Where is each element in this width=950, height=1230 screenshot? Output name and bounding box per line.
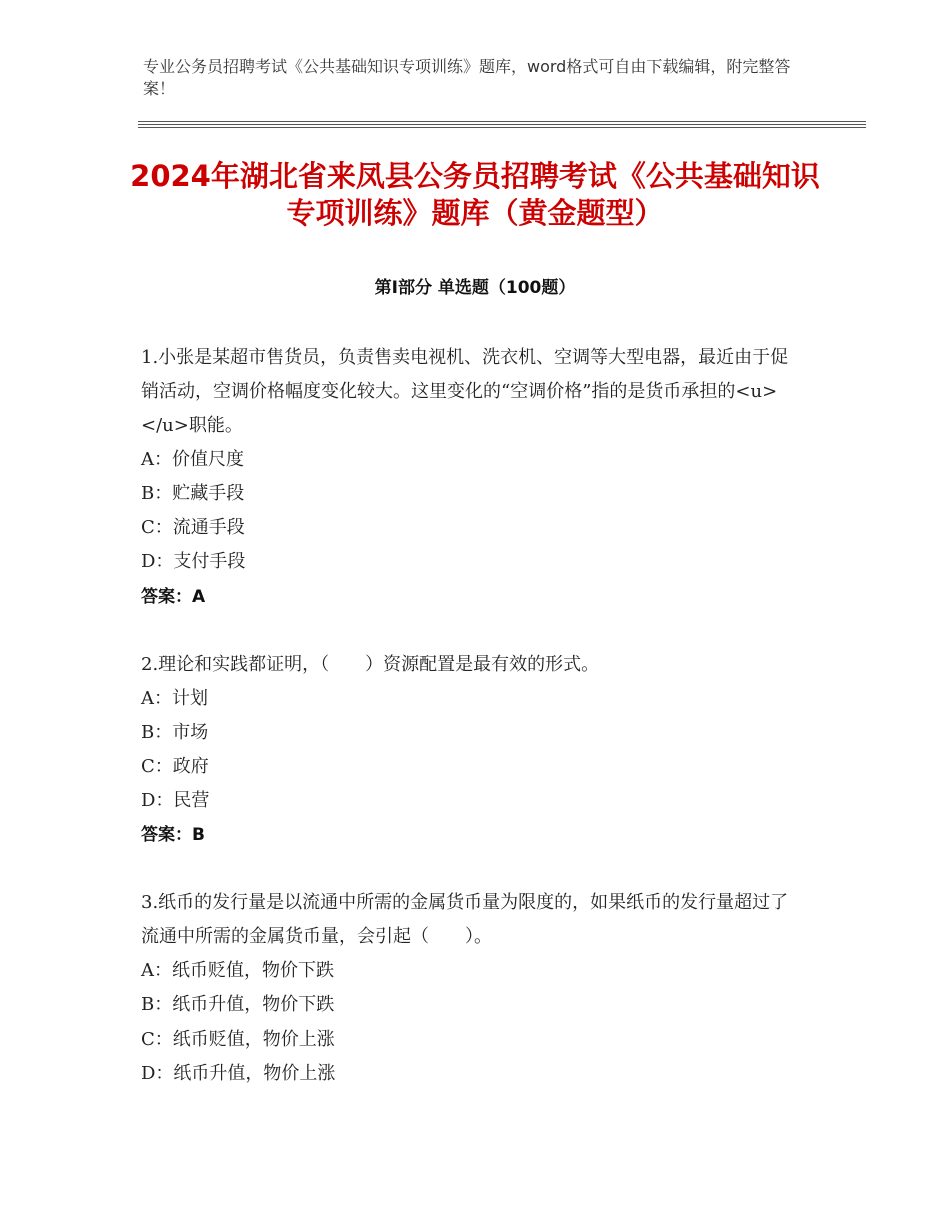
part-heading: 第I部分 单选题（100题） (374, 278, 576, 298)
header-note: 专业公务员招聘考试《公共基础知识专项训练》题库，word格式可自由下载编辑，附完整答案！ (143, 57, 791, 98)
question-3-option-b: B：纸币升值，物价下跌 (141, 994, 335, 1015)
question-3-stem: 3.纸币的发行量是以流通中所需的金属货币量为限度的，如果纸币的发行量超过了流通中所需的金属货币量，会引起（ ）。 (141, 892, 789, 947)
question-1-option-c: C：流通手段 (141, 517, 245, 538)
header-rule (138, 127, 866, 128)
header-rule (138, 124, 866, 125)
question-1-answer: 答案：A (141, 587, 206, 607)
question-1-option-a: A：价值尺度 (141, 449, 244, 470)
header-rule (138, 121, 866, 122)
question-2-option-a: A：计划 (141, 688, 208, 709)
question-2-option-d: D：民营 (141, 790, 210, 811)
question-3-option-d: D：纸币升值，物价上涨 (141, 1063, 336, 1084)
question-2-option-c: C：政府 (141, 756, 209, 777)
question-3-option-c: C：纸币贬值，物价上涨 (141, 1029, 335, 1050)
question-2-option-b: B：市场 (141, 722, 209, 743)
question-1-option-b: B：贮藏手段 (141, 483, 245, 504)
document-title: 2024年湖北省来凤县公务员招聘考试《公共基础知识专项训练》题库（黄金题型） (130, 159, 820, 230)
question-2-stem: 2.理论和实践都证明，（ ）资源配置是最有效的形式。 (141, 654, 600, 675)
question-1-stem: 1.小张是某超市售货员，负责售卖电视机、洗衣机、空调等大型电器，最近由于促销活动，空调价格幅度变化较大。这里变化的“空调价格”指的是货币承担的<u> </u>职能。 (141, 347, 789, 436)
question-1-option-d: D：支付手段 (141, 551, 246, 572)
question-2-answer: 答案：B (141, 825, 205, 845)
question-3-option-a: A：纸币贬值，物价下跌 (141, 960, 334, 981)
